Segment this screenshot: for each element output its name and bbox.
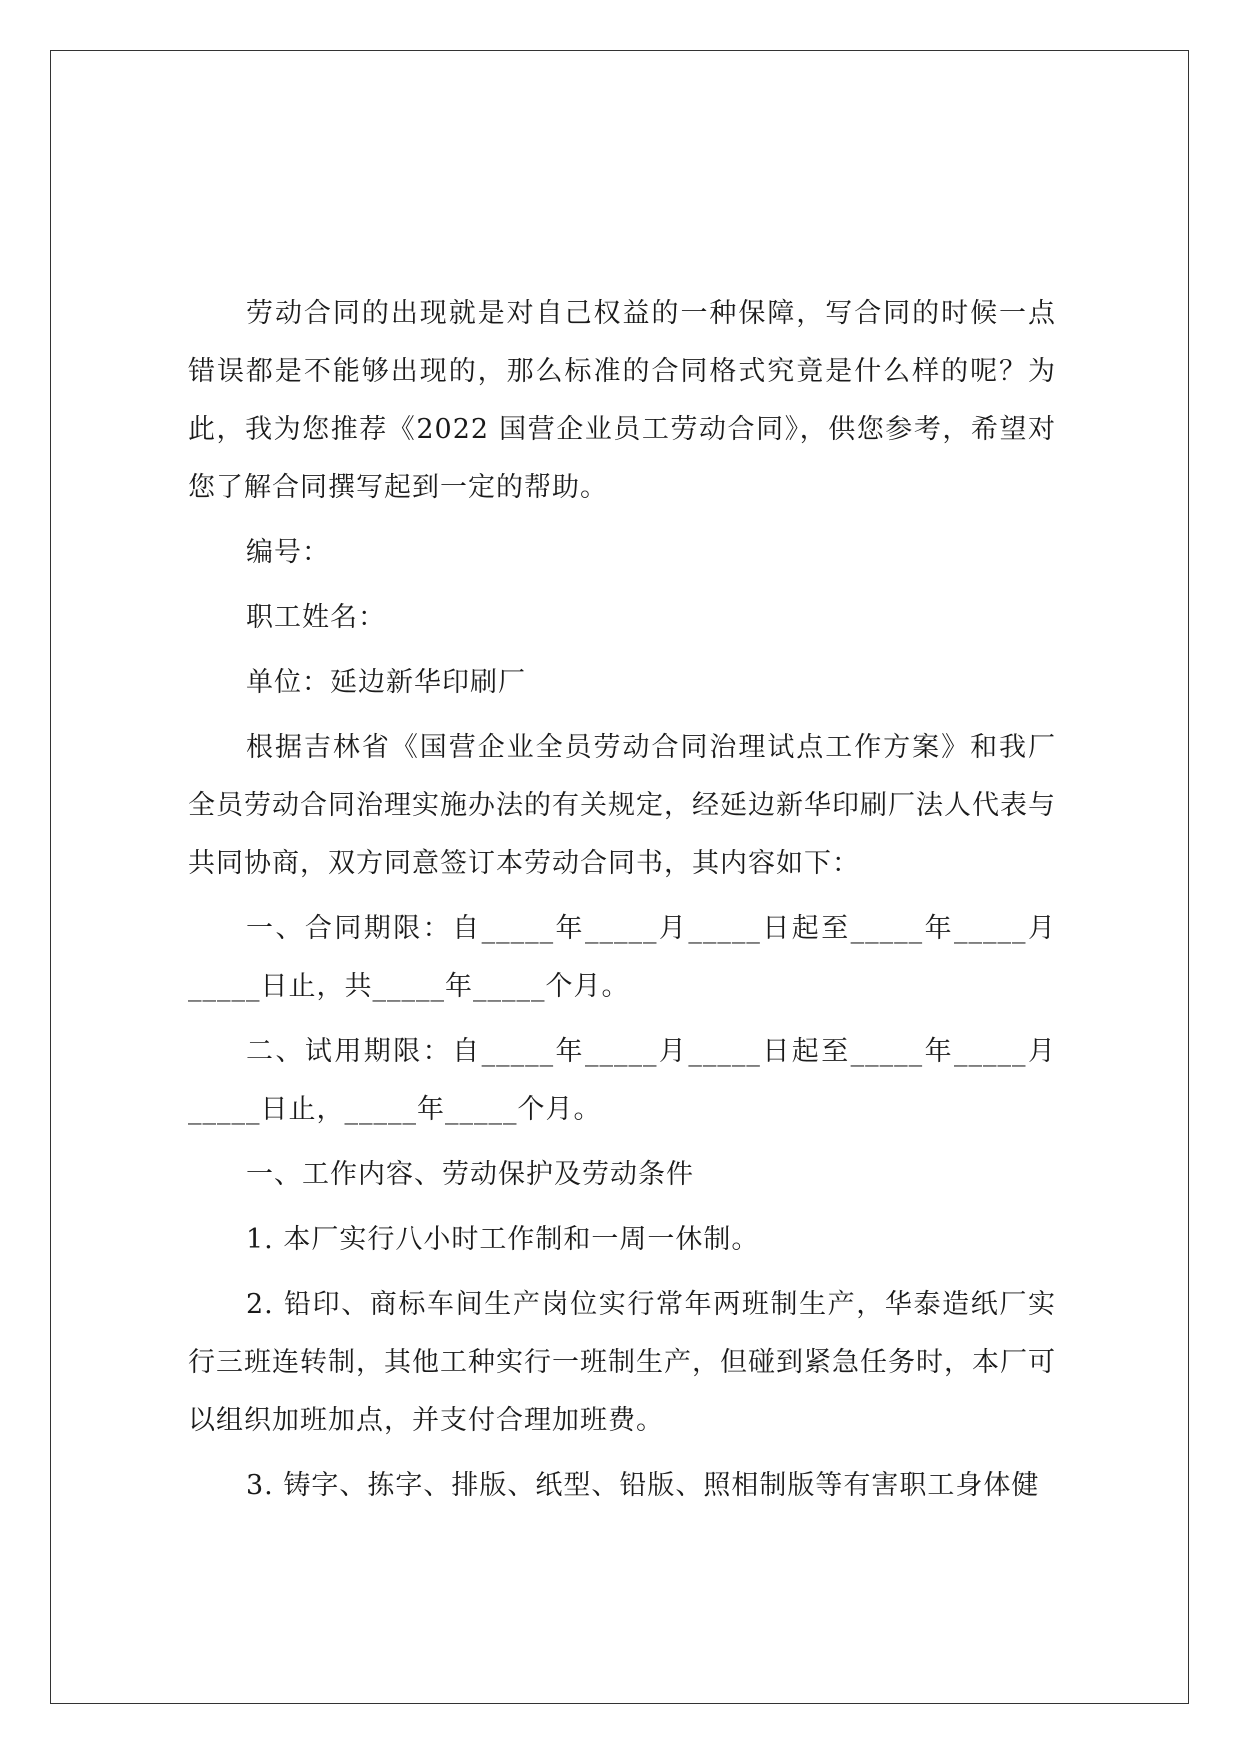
intro-paragraph: 劳动合同的出现就是对自己权益的一种保障，写合同的时候一点错误都是不能够出现的，那么标准的合同格式究竟是什么样的呢？为此，我为您推荐《2022 国营企业员工劳动合同》，供您参考，希望对您了解合同撰写起到一定的帮助。 (188, 298, 1056, 503)
employee-name-field: 职工姓名： (246, 602, 386, 633)
clause-1: 1. 本厂实行八小时工作制和一周一休制。 (246, 1224, 760, 1255)
document-body (188, 285, 1056, 1522)
clause-2: 2. 铅印、商标车间生产岗位实行常年两班制生产，华泰造纸厂实行三班连转制，其他工种实行一班制生产，但碰到紧急任务时，本厂可以组织加班加点，并支付合理加班费。 (188, 1289, 1056, 1436)
preamble-paragraph: 根据吉林省《国营企业全员劳动合同治理试点工作方案》和我厂全员劳动合同治理实施办法的有关规定，经延边新华印刷厂法人代表与共同协商，双方同意签订本劳动合同书，其内容如下： (188, 732, 1056, 879)
serial-number-field: 编号： (246, 537, 330, 568)
section-heading: 一、工作内容、劳动保护及劳动条件 (246, 1159, 694, 1190)
probation-term-clause: 二、试用期限：自_____年_____月_____日起至_____年_____月_____日止，_____年_____个月。 (188, 1036, 1056, 1125)
employer-unit-field: 单位：延边新华印刷厂 (246, 667, 526, 698)
contract-term-clause: 一、合同期限：自_____年_____月_____日起至_____年_____月_____日止，共_____年_____个月。 (188, 913, 1056, 1002)
clause-3: 3. 铸字、拣字、排版、纸型、铅版、照相制版等有害职工身体健 (246, 1470, 1040, 1501)
